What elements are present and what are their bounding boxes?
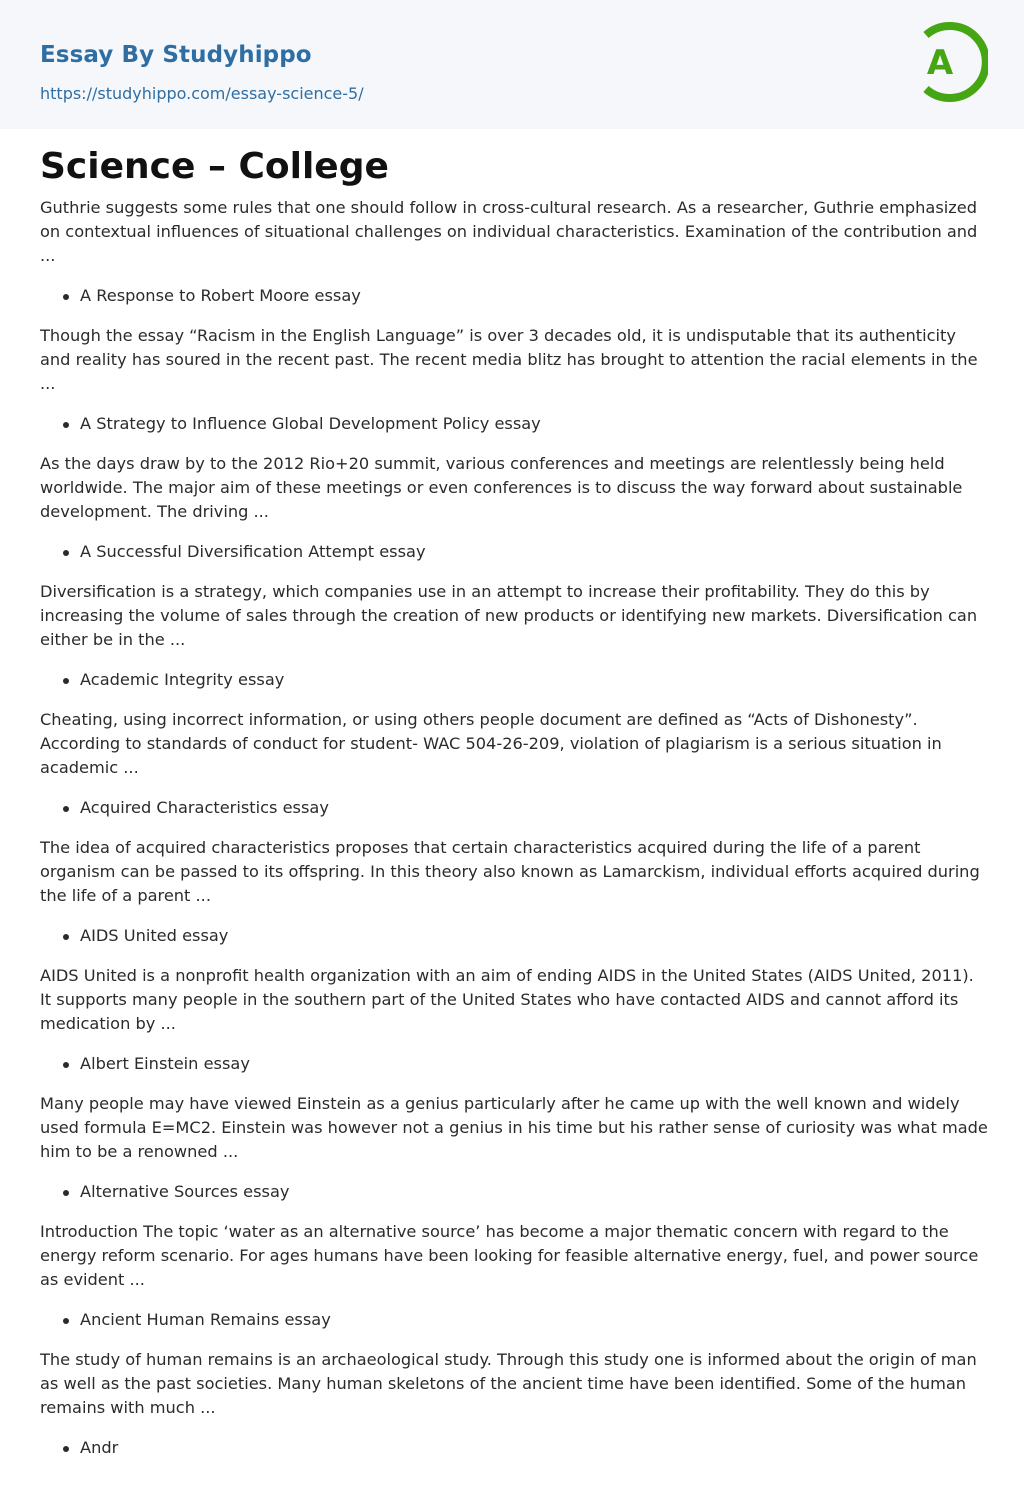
- essay-excerpt: Many people may have viewed Einstein as a genius particularly after he came up with the well known and widely used formula E=MC2. Einstein was however not a genius in his time but his rather sense of curiosity was what made him to be a renowned ...: [40, 1094, 988, 1161]
- essay-link[interactable]: Ancient Human Remains essay: [40, 1308, 990, 1332]
- essay-excerpt: Introduction The topic ‘water as an alternative source’ has become a major thematic concern with regard to the energy reform scenario. For ages humans have been looking for feasible alternative energy, fuel, and power source as evident ...: [40, 1222, 979, 1289]
- essay-link-list: [40, 1052, 990, 1076]
- essay-link[interactable]: A Response to Robert Moore essay: [40, 284, 990, 308]
- essay-excerpt: The study of human remains is an archaeological study. Through this study one is informed about the origin of man as well as the past societies. Many human skeletons of the ancient time have been identified. Some of the human remains with much ...: [40, 1350, 977, 1417]
- essay-link-list: [40, 540, 990, 564]
- essay-link-list: [40, 1436, 990, 1460]
- essay-entry: [40, 964, 990, 1076]
- essay-link[interactable]: Andr: [40, 1436, 990, 1460]
- essay-entry: [40, 452, 990, 564]
- essay-link-list: [40, 1308, 990, 1332]
- essay-link-list: [40, 924, 990, 948]
- essay-excerpt: Diversification is a strategy, which companies use in an attempt to increase their profitability. They do this by increasing the volume of sales through the creation of new products or identifying new markets. Diversification can either be in the ...: [40, 582, 978, 649]
- essay-entry: [40, 708, 990, 820]
- logo-letter: A: [926, 43, 954, 83]
- essay-link-list: [40, 1180, 990, 1204]
- essay-entry: [40, 1220, 990, 1332]
- essay-excerpt: As the days draw by to the 2012 Rio+20 summit, various conferences and meetings are relentlessly being held worldwide. The major aim of these meetings or even conferences is to discuss the way forward about sustainable development. The driving ...: [40, 454, 963, 521]
- essay-link[interactable]: Academic Integrity essay: [40, 668, 990, 692]
- essay-excerpt: Cheating, using incorrect information, or using others people document are defined as “Acts of Dishonesty”. According to standards of conduct for student- WAC 504-26-209, violation of plagiarism is a serious situation in academic ...: [40, 710, 942, 777]
- essay-link-list: [40, 284, 990, 308]
- essay-link[interactable]: A Strategy to Influence Global Development Policy essay: [40, 412, 990, 436]
- essay-excerpt: The idea of acquired characteristics proposes that certain characteristics acquired during the life of a parent organism can be passed to its offspring. In this theory also known as Lamarckism, individual efforts acquired during the life of a parent ...: [40, 838, 980, 905]
- site-header: [0, 0, 1024, 129]
- essay-excerpt: Though the essay “Racism in the English Language” is over 3 decades old, it is undisputable that its authenticity and reality has soured in the recent past. The recent media blitz has brought to attention the racial elements in the ...: [40, 326, 978, 393]
- essay-link[interactable]: AIDS United essay: [40, 924, 990, 948]
- site-title[interactable]: Essay By Studyhippo: [40, 42, 312, 68]
- essay-link-list: [40, 796, 990, 820]
- essay-excerpt: Guthrie suggests some rules that one should follow in cross-cultural research. As a researcher, Guthrie emphasized on contextual influences of situational challenges on individual characteristics. Examination of the contribution and ...: [40, 198, 978, 265]
- essay-entry: [40, 1092, 990, 1204]
- essay-entry: [40, 324, 990, 436]
- essay-entry: [40, 1348, 990, 1460]
- essay-entry: [40, 580, 990, 692]
- page-url-link[interactable]: https://studyhippo.com/essay-science-5/: [40, 84, 364, 103]
- essay-entry: [40, 196, 990, 308]
- main-content: [40, 140, 990, 1476]
- essay-link[interactable]: Acquired Characteristics essay: [40, 796, 990, 820]
- essay-link[interactable]: Albert Einstein essay: [40, 1052, 990, 1076]
- page-title: Science – College: [40, 146, 389, 187]
- essay-excerpt: AIDS United is a nonprofit health organization with an aim of ending AIDS in the United States (AIDS United, 2011). It supports many people in the southern part of the United States who have contacted AIDS and cannot afford its medication by ...: [40, 966, 974, 1033]
- essay-link[interactable]: A Successful Diversification Attempt essay: [40, 540, 990, 564]
- essay-link[interactable]: Alternative Sources essay: [40, 1180, 990, 1204]
- essay-entry: [40, 836, 990, 948]
- essay-link-list: [40, 668, 990, 692]
- studyhippo-logo-icon[interactable]: [904, 18, 988, 106]
- essay-link-list: [40, 412, 990, 436]
